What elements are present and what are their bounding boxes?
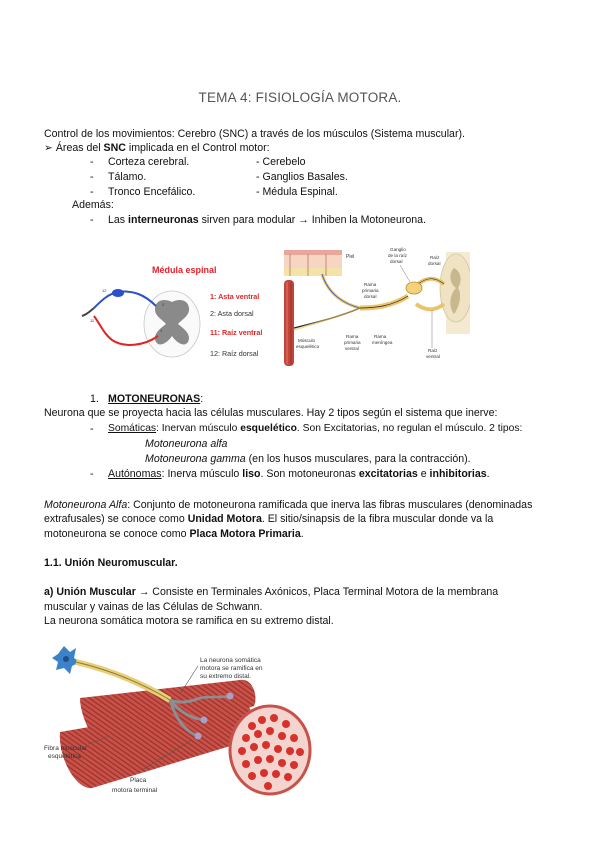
number-label: 12 xyxy=(102,288,107,293)
list-dash: - xyxy=(90,468,94,480)
alfa-paragraph-line: motoneurona se conoce como Placa Motora Primaria. xyxy=(44,528,304,540)
list-item: - Médula Espinal. xyxy=(256,186,338,198)
alfa-paragraph-line: Motoneurona Alfa: Conjunto de motoneurona ramificada que inerva las fibras musculares (denominadas xyxy=(44,499,533,511)
motoneuronas-desc: Neurona que se proyecta hacia las células musculares. Hay 2 tipos según el sistema que inerve: xyxy=(44,407,498,419)
label-ganglio: Ganglio xyxy=(390,247,406,252)
legend-asta-dorsal: 2: Asta dorsal xyxy=(210,309,254,318)
section-heading: MOTONEURONAS: xyxy=(108,393,204,405)
label-fibra: Fibra muscular xyxy=(44,745,87,752)
svg-text:dorsal: dorsal xyxy=(428,261,441,266)
svg-text:motora se ramifica en: motora se ramifica en xyxy=(200,665,263,672)
section-number: 1. xyxy=(90,393,99,405)
label-rama-primaria-dorsal: Rama xyxy=(364,282,377,287)
ademas-line: Las interneuronas sirven para modular → Inhiben la Motoneurona. xyxy=(108,214,426,226)
svg-text:meníngea: meníngea xyxy=(372,340,393,345)
legend-raiz-ventral: 11: Raíz ventral xyxy=(210,328,263,337)
arrow-bullet-icon: ➢ xyxy=(44,142,53,154)
svg-text:primaria: primaria xyxy=(362,288,379,293)
label-placa: Placa xyxy=(130,777,147,784)
list-dash: - xyxy=(90,186,94,198)
label-piel: Piel xyxy=(346,254,355,260)
number-label: 1 xyxy=(160,328,163,333)
list-dash: - xyxy=(90,214,94,226)
subsection-heading: 1.1. Unión Neuromuscular. xyxy=(44,557,178,569)
legend-raiz-dorsal: 12: Raíz dorsal xyxy=(210,349,259,358)
spinal-cord-figure xyxy=(60,258,280,366)
union-line: muscular y vainas de las Células de Schwann. xyxy=(44,601,263,613)
list-item: Tálamo. xyxy=(108,171,147,183)
nerve-roots-figure xyxy=(282,244,470,368)
number-label: 11 xyxy=(90,318,95,323)
svg-text:dorsal: dorsal xyxy=(390,259,403,264)
svg-text:motora terminal: motora terminal xyxy=(112,787,158,794)
list-dash: - xyxy=(90,423,94,435)
union-line: La neurona somática motora se ramifica en su extremo distal. xyxy=(44,615,334,627)
muscle-block xyxy=(284,280,294,366)
list-dash: - xyxy=(90,171,94,183)
dorsal-ganglion xyxy=(112,289,124,297)
alfa-paragraph-line: extrafusales) se conoce como Unidad Motora. El sitio/sinapsis de la fibra muscular donde va la xyxy=(44,513,494,525)
svg-text:esquelético: esquelético xyxy=(296,344,320,349)
number-label: 2 xyxy=(162,302,165,307)
label-raiz-dorsal: Raíz xyxy=(430,255,440,260)
svg-text:ventral: ventral xyxy=(426,354,440,359)
label-raiz-ventral: Raíz xyxy=(428,348,438,353)
somaticas-line: Somáticas: Inervan músculo esquelético. Son Excitatorias, no regulan el músculo. 2 tipos: xyxy=(108,423,523,434)
svg-text:de la raíz: de la raíz xyxy=(388,253,407,258)
label-rama-meningea: Rama xyxy=(374,334,387,339)
list-item: Corteza cerebral. xyxy=(108,156,190,168)
areas-line: ➢ Áreas del SNC implicada en el Control motor: xyxy=(44,142,270,154)
page-title: TEMA 4: FISIOLOGÍA MOTORA. xyxy=(198,90,402,105)
autonomas-line: Autónomas: Inerva músculo liso. Son motoneuronas excitatorias e inhibitorias. xyxy=(108,468,490,480)
spinal-nerve xyxy=(82,308,94,316)
ganglion xyxy=(406,282,422,294)
list-dash: - xyxy=(90,156,94,168)
svg-text:ventral: ventral xyxy=(345,346,359,351)
label-musculo: Músculo xyxy=(298,338,316,343)
svg-text:su extremo distal.: su extremo distal. xyxy=(200,673,251,680)
svg-text:primaria: primaria xyxy=(344,340,361,345)
neuromuscular-figure xyxy=(40,640,340,802)
alfa-item: Motoneurona alfa xyxy=(145,438,228,450)
list-item: - Ganglios Basales. xyxy=(256,171,348,183)
list-item: - Cerebelo xyxy=(256,156,306,168)
label-rama-primaria-ventral: Rama xyxy=(346,334,359,339)
list-item: Tronco Encefálico. xyxy=(108,186,196,198)
union-line: a) Unión Muscular → Consiste en Terminales Axónicos, Placa Terminal Motora de la membrana xyxy=(44,586,499,598)
svg-text:esquelética: esquelética xyxy=(48,753,81,760)
gamma-item: Motoneurona gamma (en los husos musculares, para la contracción). xyxy=(145,453,471,465)
ademas-label: Además: xyxy=(72,199,114,211)
figure-title: Médula espinal xyxy=(152,265,217,275)
svg-text:dorsal: dorsal xyxy=(364,294,377,299)
callout-text: La neurona somática xyxy=(200,657,261,664)
dorsal-root-line xyxy=(94,292,156,308)
intro-line: Control de los movimientos: Cerebro (SNC) a través de los músculos (Sistema muscular). xyxy=(44,128,465,140)
legend-asta-ventral: 1: Asta ventral xyxy=(210,292,260,301)
